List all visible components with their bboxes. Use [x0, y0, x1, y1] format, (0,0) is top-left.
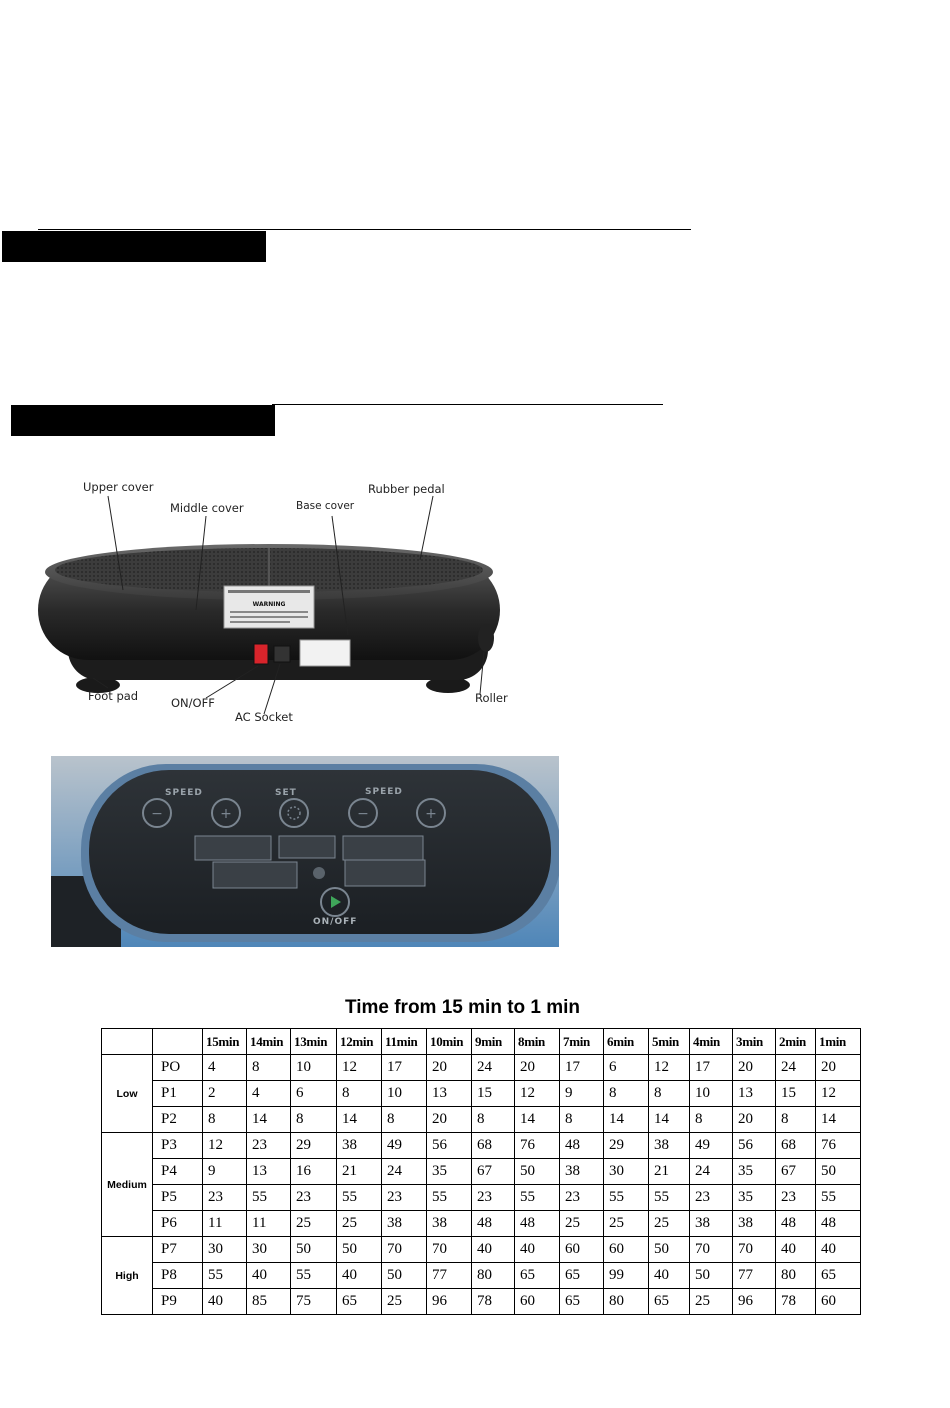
value-cell: 17 [690, 1055, 733, 1081]
value-cell: 14 [247, 1107, 291, 1133]
value-cell: 15 [776, 1081, 816, 1107]
value-cell: 25 [649, 1211, 690, 1237]
value-cell: 70 [690, 1237, 733, 1263]
label-foot-pad: Foot pad [88, 689, 139, 703]
blank-header-cell [153, 1029, 203, 1055]
value-cell: 14 [816, 1107, 861, 1133]
value-cell: 21 [649, 1159, 690, 1185]
time-header: 2min [776, 1029, 816, 1055]
label-rubber-pedal: Rubber pedal [368, 482, 445, 496]
intensity-level-cell: Medium [102, 1133, 153, 1237]
blank-header-cell [102, 1029, 153, 1055]
value-cell: 35 [427, 1159, 472, 1185]
table-row [102, 1185, 861, 1211]
value-cell: 20 [427, 1107, 472, 1133]
value-cell: 85 [247, 1289, 291, 1315]
value-cell: 40 [337, 1263, 382, 1289]
value-cell: 50 [382, 1263, 427, 1289]
time-header: 9min [472, 1029, 515, 1055]
value-cell: 55 [816, 1185, 861, 1211]
value-cell: 70 [733, 1237, 776, 1263]
program-cell: P3 [153, 1133, 203, 1159]
value-cell: 24 [776, 1055, 816, 1081]
value-cell: 80 [472, 1263, 515, 1289]
value-cell: 67 [776, 1159, 816, 1185]
value-cell: 23 [690, 1185, 733, 1211]
intensity-level-cell: High [102, 1237, 153, 1315]
value-cell: 6 [604, 1055, 649, 1081]
value-cell: 20 [427, 1055, 472, 1081]
program-cell: PO [153, 1055, 203, 1081]
time-header: 5min [649, 1029, 690, 1055]
value-cell: 55 [203, 1263, 247, 1289]
value-cell: 60 [515, 1289, 560, 1315]
value-cell: 8 [337, 1081, 382, 1107]
value-cell: 75 [291, 1289, 337, 1315]
value-cell: 29 [604, 1133, 649, 1159]
time-header: 10min [427, 1029, 472, 1055]
value-cell: 96 [733, 1289, 776, 1315]
value-cell: 8 [382, 1107, 427, 1133]
value-cell: 8 [203, 1107, 247, 1133]
value-cell: 68 [472, 1133, 515, 1159]
time-header: 12min [337, 1029, 382, 1055]
value-cell: 29 [291, 1133, 337, 1159]
value-cell: 55 [291, 1263, 337, 1289]
value-cell: 2 [203, 1081, 247, 1107]
value-cell: 25 [291, 1211, 337, 1237]
table-body [102, 1055, 861, 1315]
value-cell: 78 [776, 1289, 816, 1315]
value-cell: 6 [291, 1081, 337, 1107]
value-cell: 23 [560, 1185, 604, 1211]
value-cell: 76 [515, 1133, 560, 1159]
time-header: 15min [203, 1029, 247, 1055]
value-cell: 14 [649, 1107, 690, 1133]
value-cell: 38 [649, 1133, 690, 1159]
value-cell: 77 [733, 1263, 776, 1289]
value-cell: 55 [604, 1185, 649, 1211]
value-cell: 13 [733, 1081, 776, 1107]
value-cell: 38 [690, 1211, 733, 1237]
value-cell: 38 [337, 1133, 382, 1159]
label-roller: Roller [475, 691, 508, 705]
value-cell: 12 [337, 1055, 382, 1081]
value-cell: 25 [382, 1289, 427, 1315]
time-header: 1min [816, 1029, 861, 1055]
value-cell: 8 [604, 1081, 649, 1107]
value-cell: 16 [291, 1159, 337, 1185]
value-cell: 13 [247, 1159, 291, 1185]
value-cell: 10 [291, 1055, 337, 1081]
panel-label-speed-right: SPEED [365, 787, 403, 797]
value-cell: 23 [203, 1185, 247, 1211]
value-cell: 14 [604, 1107, 649, 1133]
value-cell: 13 [427, 1081, 472, 1107]
value-cell: 55 [649, 1185, 690, 1211]
table-row [102, 1055, 861, 1081]
value-cell: 12 [515, 1081, 560, 1107]
value-cell: 14 [337, 1107, 382, 1133]
value-cell: 15 [472, 1081, 515, 1107]
value-cell: 25 [690, 1289, 733, 1315]
value-cell: 55 [427, 1185, 472, 1211]
section-heading-block-1 [2, 231, 266, 262]
value-cell: 40 [776, 1237, 816, 1263]
value-cell: 23 [382, 1185, 427, 1211]
value-cell: 65 [337, 1289, 382, 1315]
time-header: 13min [291, 1029, 337, 1055]
value-cell: 50 [291, 1237, 337, 1263]
value-cell: 50 [816, 1159, 861, 1185]
value-cell: 38 [560, 1159, 604, 1185]
time-header: 3min [733, 1029, 776, 1055]
value-cell: 8 [560, 1107, 604, 1133]
value-cell: 78 [472, 1289, 515, 1315]
program-cell: P1 [153, 1081, 203, 1107]
value-cell: 9 [203, 1159, 247, 1185]
value-cell: 48 [816, 1211, 861, 1237]
table-row [102, 1263, 861, 1289]
svg-text:+: + [220, 806, 232, 822]
value-cell: 67 [472, 1159, 515, 1185]
value-cell: 55 [515, 1185, 560, 1211]
value-cell: 65 [649, 1289, 690, 1315]
value-cell: 50 [515, 1159, 560, 1185]
value-cell: 12 [816, 1081, 861, 1107]
table-row [102, 1159, 861, 1185]
value-cell: 23 [291, 1185, 337, 1211]
value-cell: 99 [604, 1263, 649, 1289]
value-cell: 11 [247, 1211, 291, 1237]
value-cell: 8 [247, 1055, 291, 1081]
section-rule-1 [38, 229, 691, 230]
value-cell: 70 [427, 1237, 472, 1263]
program-cell: P4 [153, 1159, 203, 1185]
value-cell: 25 [337, 1211, 382, 1237]
value-cell: 80 [776, 1263, 816, 1289]
value-cell: 25 [604, 1211, 649, 1237]
table-row [102, 1107, 861, 1133]
value-cell: 76 [816, 1133, 861, 1159]
value-cell: 8 [649, 1081, 690, 1107]
value-cell: 38 [733, 1211, 776, 1237]
value-cell: 14 [515, 1107, 560, 1133]
panel-label-speed-left: SPEED [165, 788, 203, 798]
product-photo [28, 470, 528, 730]
value-cell: 40 [515, 1237, 560, 1263]
value-cell: 40 [472, 1237, 515, 1263]
value-cell: 20 [515, 1055, 560, 1081]
value-cell: 38 [382, 1211, 427, 1237]
time-header: 6min [604, 1029, 649, 1055]
time-header: 7min [560, 1029, 604, 1055]
value-cell: 60 [560, 1237, 604, 1263]
label-on-off: ON/OFF [171, 696, 215, 710]
panel-label-on-off: ON/OFF [313, 917, 358, 927]
value-cell: 20 [733, 1107, 776, 1133]
time-header: 4min [690, 1029, 733, 1055]
control-panel-photo [51, 756, 559, 947]
value-cell: 50 [690, 1263, 733, 1289]
program-cell: P9 [153, 1289, 203, 1315]
program-cell: P8 [153, 1263, 203, 1289]
time-header: 14min [247, 1029, 291, 1055]
value-cell: 56 [427, 1133, 472, 1159]
value-cell: 10 [690, 1081, 733, 1107]
table-title: Time from 15 min to 1 min [344, 997, 581, 1018]
value-cell: 40 [649, 1263, 690, 1289]
panel-label-set: SET [275, 788, 297, 798]
program-cell: P6 [153, 1211, 203, 1237]
table-row [102, 1237, 861, 1263]
intensity-level-cell: Low [102, 1055, 153, 1133]
value-cell: 68 [776, 1133, 816, 1159]
time-header: 8min [515, 1029, 560, 1055]
table-row [102, 1211, 861, 1237]
value-cell: 48 [472, 1211, 515, 1237]
value-cell: 80 [604, 1289, 649, 1315]
control-panel-illustration [51, 756, 559, 947]
program-time-table [101, 1028, 861, 1315]
value-cell: 8 [690, 1107, 733, 1133]
value-cell: 49 [382, 1133, 427, 1159]
value-cell: 40 [247, 1263, 291, 1289]
table-row [102, 1289, 861, 1315]
value-cell: 21 [337, 1159, 382, 1185]
svg-text:−: − [357, 806, 369, 822]
section-rule-2 [272, 404, 663, 405]
value-cell: 77 [427, 1263, 472, 1289]
value-cell: 17 [560, 1055, 604, 1081]
value-cell: 96 [427, 1289, 472, 1315]
value-cell: 60 [604, 1237, 649, 1263]
value-cell: 9 [560, 1081, 604, 1107]
value-cell: 65 [515, 1263, 560, 1289]
label-base-cover: Base cover [296, 500, 355, 512]
value-cell: 35 [733, 1159, 776, 1185]
value-cell: 65 [816, 1263, 861, 1289]
svg-text:−: − [151, 806, 163, 822]
value-cell: 24 [382, 1159, 427, 1185]
value-cell: 12 [649, 1055, 690, 1081]
value-cell: 4 [203, 1055, 247, 1081]
program-cell: P7 [153, 1237, 203, 1263]
value-cell: 10 [382, 1081, 427, 1107]
value-cell: 4 [247, 1081, 291, 1107]
value-cell: 24 [690, 1159, 733, 1185]
value-cell: 48 [560, 1133, 604, 1159]
value-cell: 55 [247, 1185, 291, 1211]
program-cell: P5 [153, 1185, 203, 1211]
label-middle-cover: Middle cover [170, 501, 244, 515]
value-cell: 65 [560, 1289, 604, 1315]
value-cell: 25 [560, 1211, 604, 1237]
table-row [102, 1133, 861, 1159]
value-cell: 8 [472, 1107, 515, 1133]
value-cell: 70 [382, 1237, 427, 1263]
header-row [102, 1029, 861, 1055]
value-cell: 24 [472, 1055, 515, 1081]
value-cell: 11 [203, 1211, 247, 1237]
value-cell: 30 [604, 1159, 649, 1185]
value-cell: 12 [203, 1133, 247, 1159]
value-cell: 20 [816, 1055, 861, 1081]
value-cell: 65 [560, 1263, 604, 1289]
value-cell: 50 [649, 1237, 690, 1263]
svg-text:+: + [425, 806, 437, 822]
value-cell: 56 [733, 1133, 776, 1159]
value-cell: 23 [247, 1133, 291, 1159]
value-cell: 55 [337, 1185, 382, 1211]
label-upper-cover: Upper cover [83, 480, 154, 494]
value-cell: 20 [733, 1055, 776, 1081]
value-cell: 8 [291, 1107, 337, 1133]
time-header: 11min [382, 1029, 427, 1055]
program-cell: P2 [153, 1107, 203, 1133]
value-cell: 48 [515, 1211, 560, 1237]
warning-sticker-text: WARNING [252, 601, 286, 608]
value-cell: 17 [382, 1055, 427, 1081]
value-cell: 60 [816, 1289, 861, 1315]
value-cell: 30 [203, 1237, 247, 1263]
value-cell: 38 [427, 1211, 472, 1237]
value-cell: 40 [203, 1289, 247, 1315]
value-cell: 8 [776, 1107, 816, 1133]
value-cell: 48 [776, 1211, 816, 1237]
label-ac-socket: AC Socket [235, 710, 293, 724]
value-cell: 23 [776, 1185, 816, 1211]
value-cell: 35 [733, 1185, 776, 1211]
table-row [102, 1081, 861, 1107]
value-cell: 49 [690, 1133, 733, 1159]
value-cell: 40 [816, 1237, 861, 1263]
value-cell: 30 [247, 1237, 291, 1263]
section-heading-block-2 [11, 405, 275, 436]
value-cell: 50 [337, 1237, 382, 1263]
value-cell: 23 [472, 1185, 515, 1211]
